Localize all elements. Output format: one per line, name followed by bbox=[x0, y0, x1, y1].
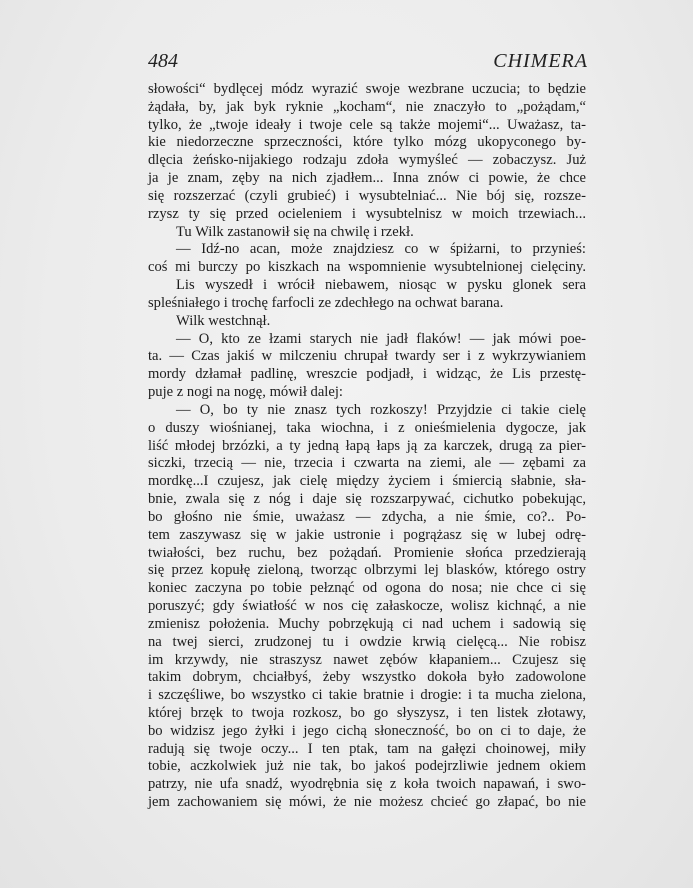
text-line: bo głośno nie śmie, uważasz — zdycha, a nie śmie, co?.. Po- bbox=[148, 508, 586, 525]
text-line: — O, kto ze łzami starych nie jadł flaków! — jak mówi poe- bbox=[176, 330, 586, 347]
text-line: koniec zaczyna po tobie pełznąć od ogona do nosa; nie chce ci się bbox=[148, 580, 586, 597]
text-line: puje z nogi na nogę, mówił dalej: bbox=[148, 384, 343, 401]
text-line: dlęcia żeńsko-nijakiego rodzaju zdoła wymyśleć — zobaczysz. Już bbox=[148, 152, 586, 169]
text-line: Tu Wilk zastanowił się na chwilę i rzekł. bbox=[176, 223, 414, 240]
text-line: siczki, trzecią — nie, trzecia i czwarta na ziemi, ale — zębami za bbox=[148, 455, 586, 472]
text-line: bnie, zwala się z nóg i daje się rozszarpywać, cichutko pobekując, bbox=[148, 491, 586, 508]
text-line: Wilk westchnął. bbox=[176, 312, 271, 329]
page-header bbox=[148, 50, 588, 76]
text-line: żądała, by, jak byk ryknie „kocham“, nie znaczyło to „pożądam,“ bbox=[148, 98, 586, 115]
text-line: poruszyć; gdy światłość w nos cię załaskocze, wolisz kichnąć, a nie bbox=[148, 598, 586, 615]
text-line: na twej sierci, zrudzonej tu i owdzie krwią cielęcą... Nie robisz bbox=[148, 633, 586, 650]
text-line: mordkę...I czujesz, jak cielę między życiem i śmiercią słabnie, sła- bbox=[148, 473, 586, 490]
text-line: tem zaszywasz się w jakie ustronie i pogrążasz się w lubej odrę- bbox=[148, 526, 586, 543]
text-line: i szczęśliwe, bo wszystko ci takie bratnie i drogie: i ta mucha zielona, bbox=[148, 687, 586, 704]
text-line: jem zachowaniem się mówi, że nie możesz chcieć go złapać, bo nie bbox=[148, 794, 586, 811]
text-line: ta. — Czas jakiś w milczeniu chrupał twardy ser i z wykrzywianiem bbox=[148, 348, 586, 365]
text-line: radują się twoje oczy... I ten ptak, tam na gałęzi choinowej, miły bbox=[148, 740, 586, 757]
text-line: liść młodej brzózki, a ty jedną łapą łaps ją za karczek, drugą za pier- bbox=[148, 437, 586, 454]
text-line: coś mi burczy po kiszkach na wspomnienie wysubtelnionej cielęciny. bbox=[148, 259, 586, 276]
running-title: CHIMERA bbox=[493, 50, 588, 72]
text-line: ja je znam, zęby na nich zjadłem... Inna znów ci powie, że chce bbox=[148, 170, 586, 187]
text-line: zmienisz położenia. Muchy pobrzękują ci nad uchem i sadowią się bbox=[148, 615, 586, 632]
text-line: bo widzisz jego żyłki i jego cichą słoneczność, bo on ci to daje, że bbox=[148, 722, 586, 739]
text-line: tylko, że „twoje ideały i twoje cele są także mojemi“... Uważasz, ta- bbox=[148, 116, 586, 133]
text-line: mordy dzłamał padlinę, wreszcie podjadł, i widząc, że Lis przestę- bbox=[148, 366, 586, 383]
text-line: o duszy wiośnianej, taka wiochna, i z onieśmielenia dygocze, jak bbox=[148, 419, 586, 436]
text-line: tobie, aczkolwiek już nie tak, bo jakoś podejrzliwie jednem okiem bbox=[148, 758, 586, 775]
text-line: twiałości, bez ruchu, bez pożądań. Promienie słońca przedzierają bbox=[148, 544, 586, 561]
text-line: której brzęk to twoja rozkosz, bo go słyszysz, i ten listek złotawy, bbox=[148, 704, 586, 721]
text-line: patrzy, nie ufa snadź, wyodrębnia się z koła twoich napawań, i swo- bbox=[148, 776, 586, 793]
page-number: 484 bbox=[148, 50, 178, 72]
text-line: — O, bo ty nie znasz tych rozkoszy! Przyjdzie ci takie cielę bbox=[176, 401, 586, 418]
text-line: rzysz ty się przed ocieleniem i wysubtelnisz w moich trzewiach... bbox=[148, 205, 586, 222]
body-text bbox=[148, 81, 586, 812]
text-line: takim dobrym, chciałbyś, żeby wszystko dokoła było zadowolone bbox=[148, 669, 586, 686]
text-line: kie niedorzeczne sprzeczności, które tylko mózg ukopyconego by- bbox=[148, 134, 586, 151]
text-line: się przez kopułę zieloną, tworząc olbrzymi lej blasków, którego ostry bbox=[148, 562, 586, 579]
text-line: Lis wyszedł i wrócił niebawem, niosąc w pysku glonek sera bbox=[176, 277, 586, 294]
text-line: słowości“ bydlęcej módz wyrazić swoje wezbrane uczucia; to będzie bbox=[148, 81, 586, 97]
text-line: — Idź-no acan, może znajdziesz co w śpiżarni, to przynieś: bbox=[176, 241, 586, 258]
text-line: spleśniałego i trochę farfocli ze zdechłego na ochwat barana. bbox=[148, 294, 504, 311]
text-line: im krzywdy, nie straszysz nawet zębów kłapaniem... Czujesz się bbox=[148, 651, 586, 668]
text-line: się rozszerzać (czyli grubieć) i wysubtelniać... Nie bój się, rozsze- bbox=[148, 187, 586, 204]
